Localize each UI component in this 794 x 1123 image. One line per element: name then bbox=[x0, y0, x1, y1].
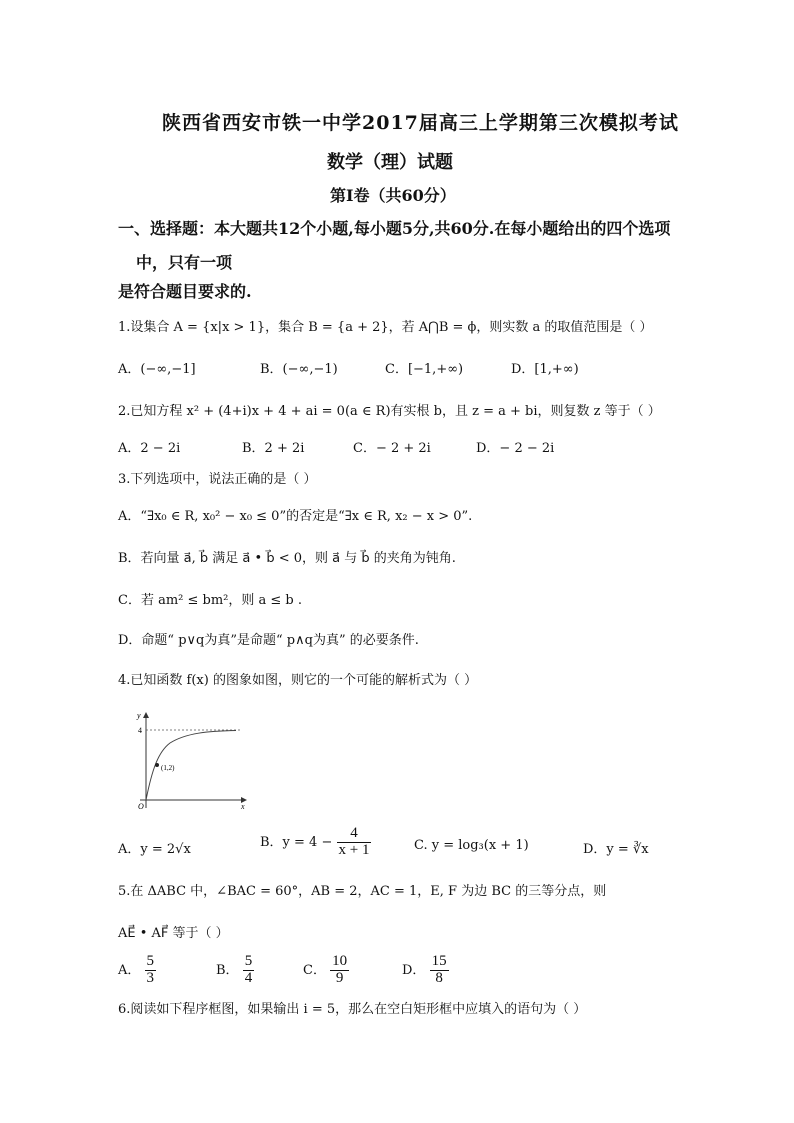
question-4: 4.已知函数 f(x) 的图象如图，则它的一个可能的解析式为（ ） bbox=[118, 673, 478, 688]
question-6: 6.阅读如下程序框图，如果输出 i = 5，那么在空白矩形框中应填入的语句为（ ） bbox=[118, 1002, 587, 1017]
q2-option-c: C．− 2 + 2i bbox=[353, 441, 431, 456]
fraction-numerator: 15 bbox=[431, 953, 447, 969]
option-prefix: D． bbox=[402, 962, 426, 978]
q2-option-a: A．2 − 2i bbox=[118, 441, 181, 456]
section-instructions-line1: 一、选择题：本大题共12个小题,每小题5分,共60分.在每小题给出的四个选项 bbox=[118, 219, 671, 238]
q2-option-b: B．2 + 2i bbox=[242, 441, 305, 456]
option-prefix: C． bbox=[303, 962, 326, 978]
fraction-denominator: 3 bbox=[146, 969, 155, 986]
q1-option-a: A．(−∞,−1] bbox=[118, 362, 196, 377]
fraction-numerator: 5 bbox=[244, 953, 253, 969]
q1-option-d: D．[1,+∞) bbox=[511, 362, 579, 377]
q4-option-b bbox=[260, 826, 371, 859]
question-3: 3.下列选项中，说法正确的是（ ） bbox=[118, 472, 317, 487]
q3-option-d: D．命题“ p∨q为真”是命题“ p∧q为真” 的必要条件. bbox=[118, 633, 419, 648]
q5-option-a bbox=[118, 954, 156, 987]
q5-option-c-fraction bbox=[330, 954, 349, 987]
fraction-numerator: 10 bbox=[332, 953, 348, 969]
fraction-denominator: x + 1 bbox=[338, 841, 370, 858]
q4-option-a: A．y = 2√x bbox=[118, 842, 191, 857]
q5-option-d-fraction bbox=[430, 954, 449, 987]
q4-option-b-fraction bbox=[337, 826, 372, 859]
q1-option-b: B．(−∞,−1) bbox=[260, 362, 338, 377]
function-curve bbox=[146, 731, 236, 801]
q5-option-b bbox=[216, 954, 254, 987]
q4-option-b-prefix: B．y = 4 − bbox=[260, 834, 333, 850]
q4-option-d: D．y = ∛x bbox=[583, 842, 649, 857]
function-graph bbox=[128, 708, 253, 813]
question-5: 5.在 ΔABC 中，∠BAC = 60°，AB = 2，AC = 1，E, F 为边 BC 的三等分点，则 bbox=[118, 884, 607, 899]
x-axis-label: x bbox=[241, 802, 245, 811]
section-instructions-line3: 是符合题目要求的. bbox=[118, 282, 252, 301]
q3-option-a: A．“∃x₀ ∈ R, x₀² − x₀ ≤ 0”的否定是“∃x ∈ R, x₂ − x > 0”. bbox=[118, 509, 473, 524]
q5-option-d bbox=[402, 954, 449, 987]
q1-option-c: C．[−1,+∞) bbox=[385, 362, 464, 377]
asymptote-value-label: 4 bbox=[138, 726, 142, 735]
question-2: 2.已知方程 x² + (4+i)x + 4 + ai = 0(a ∈ R)有实根 b，且 z = a + bi，则复数 z 等于（ ） bbox=[118, 404, 661, 419]
q3-option-b: B．若向量 a⃗, b⃗ 满足 a⃗ • b⃗ < 0，则 a⃗ 与 b⃗ 的夹角为钝角. bbox=[118, 551, 456, 566]
volume-heading: 第Ⅰ卷（共60分） bbox=[330, 186, 456, 205]
q2-option-d: D．− 2 − 2i bbox=[476, 441, 555, 456]
q4-option-c: C. y = log₃(x + 1) bbox=[414, 838, 529, 853]
fraction-denominator: 8 bbox=[435, 969, 443, 986]
fraction-denominator: 4 bbox=[244, 969, 253, 986]
exam-title: 陕西省西安市铁一中学2017届高三上学期第三次模拟考试 bbox=[162, 112, 679, 134]
origin-label: O bbox=[138, 802, 144, 811]
q5-option-b-fraction bbox=[243, 954, 255, 987]
option-prefix: B． bbox=[216, 962, 239, 978]
point-marker bbox=[155, 763, 159, 767]
q5-option-a-fraction bbox=[145, 954, 157, 987]
q3-option-c: C．若 am² ≤ bm²，则 a ≤ b . bbox=[118, 593, 303, 608]
exam-subtitle: 数学（理）试题 bbox=[327, 152, 453, 173]
y-axis-label: y bbox=[137, 711, 141, 720]
fraction-denominator: 9 bbox=[335, 969, 344, 986]
question-1: 1.设集合 A = {x|x > 1}，集合 B = {a + 2}，若 A⋂B = ϕ，则实数 a 的取值范围是（ ） bbox=[118, 320, 653, 335]
question-5-line2: AE⃗ • AF⃗ 等于（ ） bbox=[118, 926, 229, 941]
section-instructions-line2: 中，只有一项 bbox=[136, 253, 233, 272]
option-prefix: A． bbox=[118, 962, 141, 978]
point-label: (1,2) bbox=[161, 764, 175, 772]
q5-option-c bbox=[303, 954, 349, 987]
fraction-numerator: 5 bbox=[146, 953, 155, 969]
fraction-numerator: 4 bbox=[337, 826, 372, 843]
